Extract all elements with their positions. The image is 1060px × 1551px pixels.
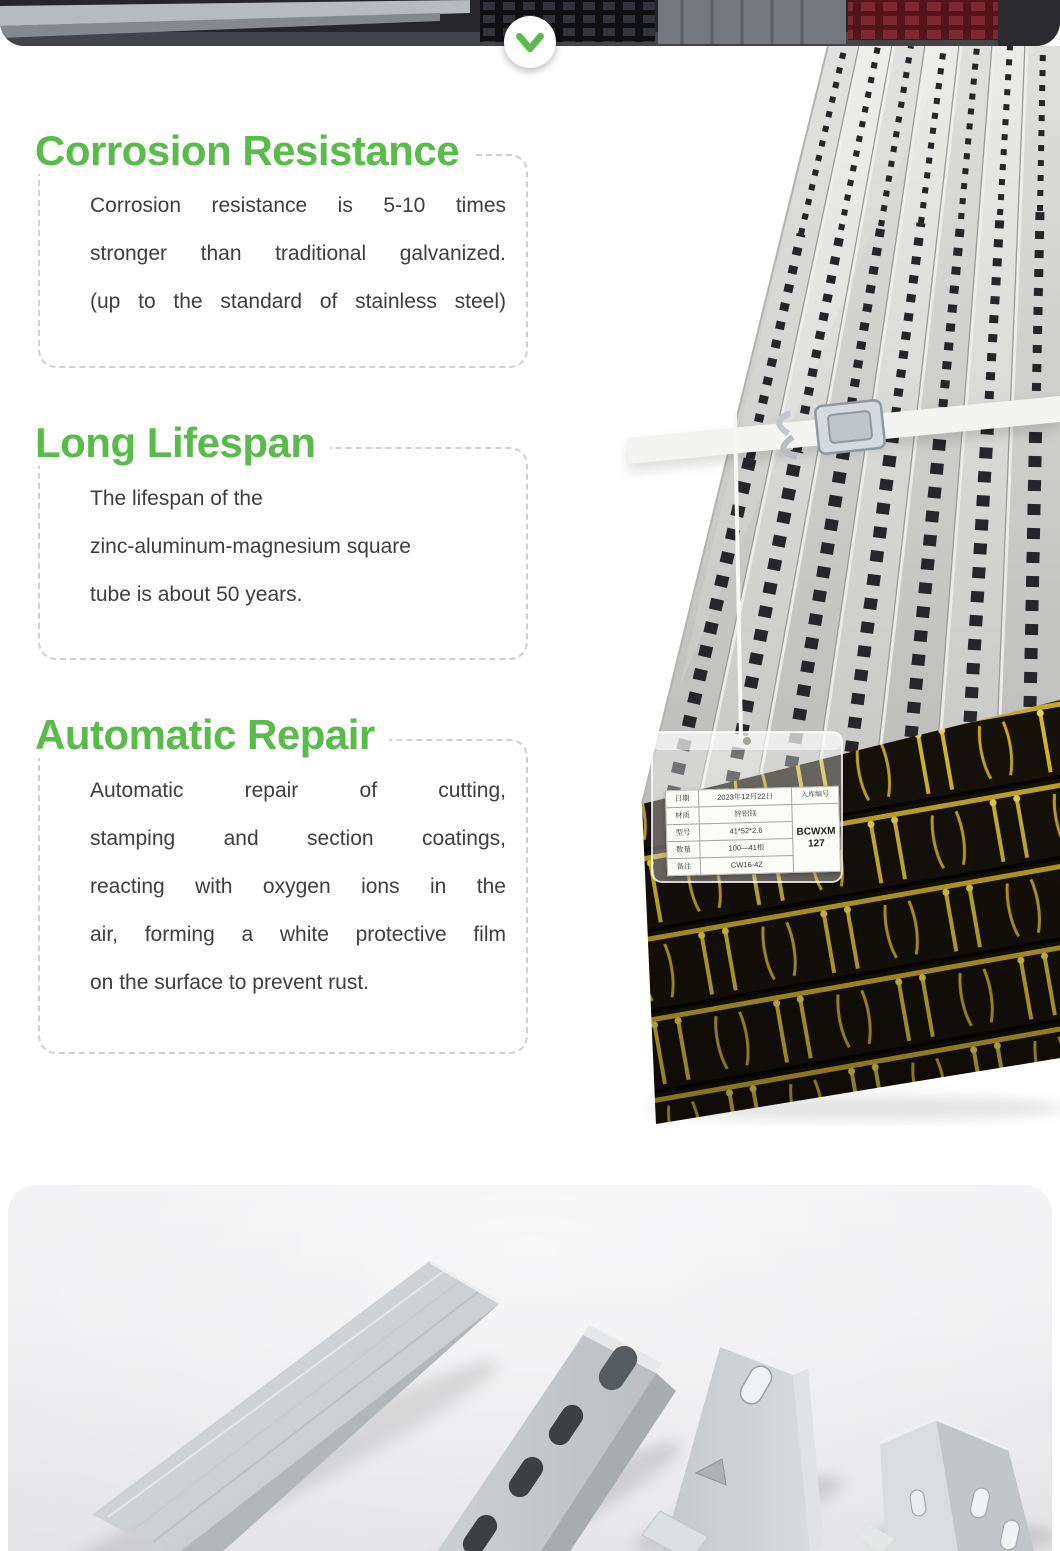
- section-heading-long-lifespan: Long Lifespan: [35, 420, 330, 466]
- label-key: 备注: [668, 858, 701, 875]
- chevron-down-icon: [504, 15, 556, 69]
- feature-box-long-lifespan: [38, 447, 528, 660]
- label-value: 100—41根: [700, 839, 793, 857]
- feature-text-line: air, forming a white protective film: [90, 923, 506, 946]
- label-code: [792, 804, 840, 872]
- feature-box-corrosion-resistance: [38, 154, 528, 368]
- label-code-column: [792, 787, 840, 872]
- feature-text-line: Automatic repair of cutting,: [90, 779, 506, 802]
- label-value: 2023年12月22日: [699, 788, 792, 806]
- section-heading-corrosion-resistance: Corrosion Resistance: [35, 128, 473, 174]
- feature-text-line: The lifespan of the: [90, 487, 263, 510]
- feature-box-automatic-repair: [38, 739, 528, 1054]
- label-value: 锌铝镁: [699, 805, 792, 823]
- section-heading-automatic-repair: Automatic Repair: [35, 712, 389, 758]
- label-key: 材质: [666, 807, 699, 824]
- strut-bundle-photo: [620, 46, 1060, 1126]
- label-value: CW16-4Z: [701, 856, 794, 874]
- label-row: [668, 856, 794, 875]
- label-code-line: 127: [807, 837, 825, 850]
- product-label-tag: [665, 786, 841, 877]
- feature-text-line: stronger than traditional galvanized.: [90, 242, 506, 265]
- label-key: 日期: [666, 790, 699, 807]
- label-key: 数量: [667, 841, 700, 858]
- label-code-line: BCWXM: [796, 825, 836, 838]
- label-key-value-column: [666, 788, 794, 875]
- feature-text-line: tube is about 50 years.: [90, 583, 303, 606]
- feature-text-line: zinc-aluminum-magnesium square: [90, 535, 411, 558]
- feature-text: [40, 156, 526, 326]
- scroll-down-button[interactable]: [504, 16, 556, 68]
- label-code-header: 入库编号: [792, 787, 838, 805]
- label-key: 型号: [667, 824, 700, 841]
- feature-text-line: (up to the standard of stainless steel): [90, 290, 506, 313]
- feature-text: [40, 449, 526, 619]
- feature-text-line: Corrosion resistance is 5-10 times: [90, 194, 506, 217]
- feature-text-line: reacting with oxygen ions in the: [90, 875, 506, 898]
- feature-text-line: on the surface to prevent rust.: [90, 971, 369, 994]
- feature-text-line: stamping and section coatings,: [90, 827, 506, 850]
- components-photo: [8, 1185, 1052, 1551]
- label-value: 41*52*2.6: [700, 822, 793, 840]
- feature-text: [40, 741, 526, 1007]
